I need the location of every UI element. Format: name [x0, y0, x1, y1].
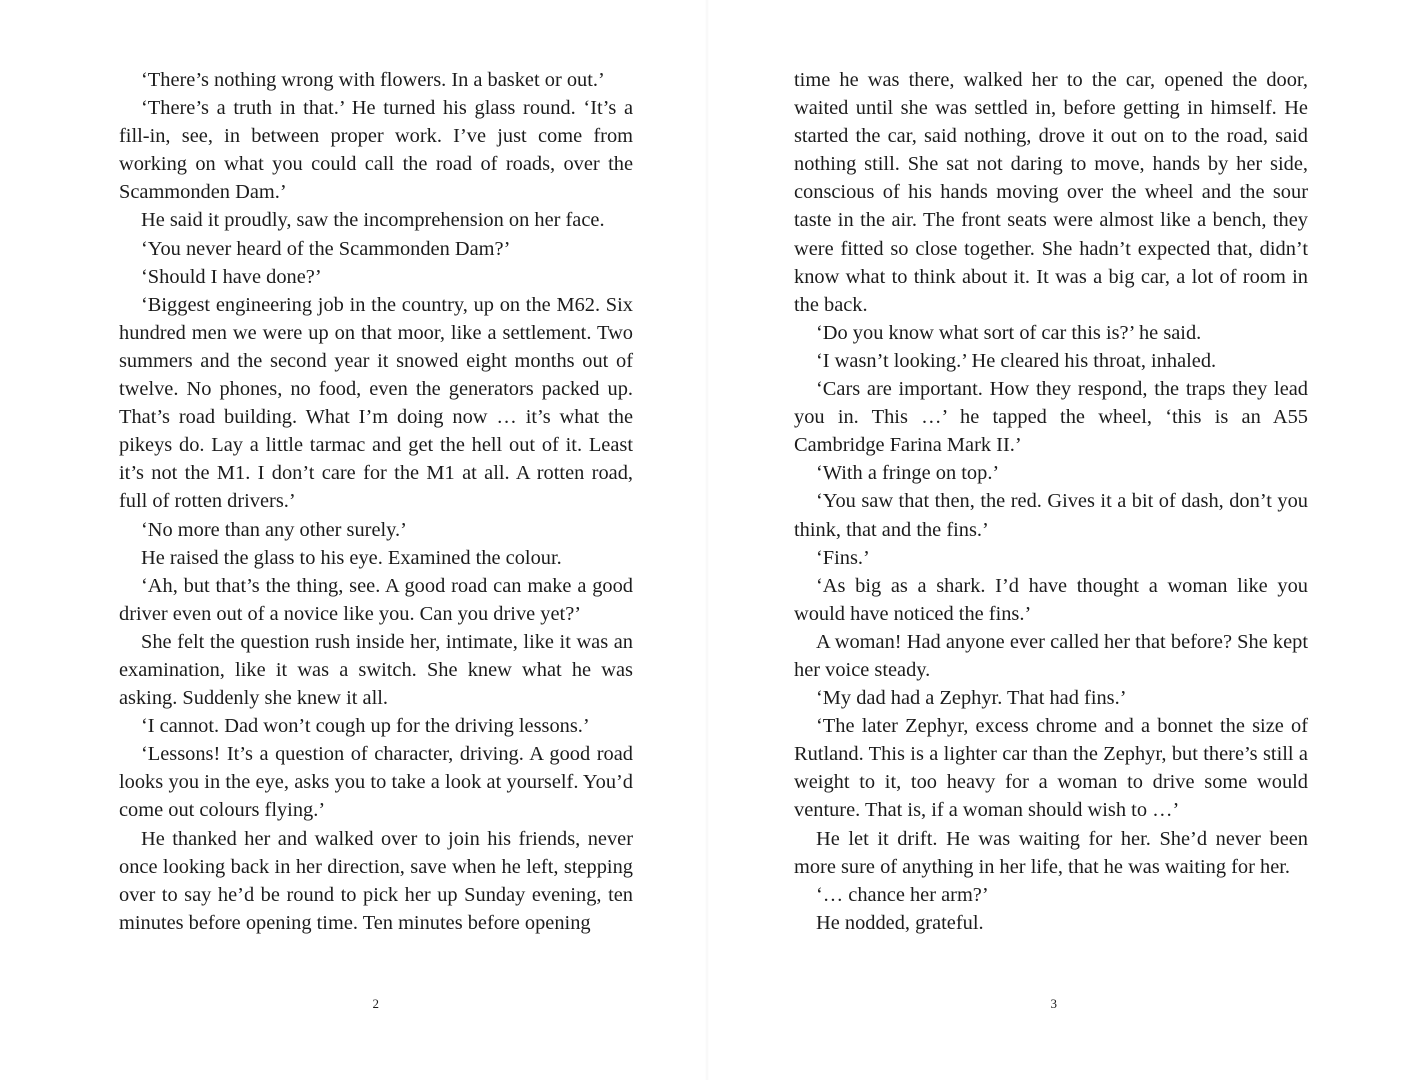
paragraph: ‘Biggest engineering job in the country, up on the M62. Six hundred men we were up on that moor, like a settlement. Two summers and the second year it snowed eight months out of twelve. No phones, no food, even the generators packed up. That’s road building. What I’m doing now … it’s what the pikeys do. Lay a little tarmac and get the hell out of it. Least it’s not the M1. I don’t care for the M1 at all. A rotten road, full of rotten drivers.’	[119, 293, 633, 513]
paragraph: ‘Do you know what sort of car this is?’ he said.	[816, 321, 1202, 344]
paragraph: ‘Cars are important. How they respond, the traps they lead you in. This …’ he tapped the wheel, ‘this is an A55 Cambridge Farina Mark II.’	[794, 378, 1308, 457]
right-page	[707, 0, 1414, 1080]
paragraph: ‘No more than any other surely.’	[141, 518, 407, 541]
paragraph: He let it drift. He was waiting for her. She’d never been more sure of anything in her life, that he was waiting for her.	[794, 827, 1308, 878]
paragraph: ‘The later Zephyr, excess chrome and a bonnet the size of Rutland. This is a lighter car than the Zephyr, but there’s still a weight to it, too heavy for a woman to drive some would venture. That is, if a woman should wish to …’	[794, 715, 1308, 822]
paragraph: He nodded, grateful.	[816, 911, 984, 934]
page-number: 3	[1050, 996, 1058, 1011]
paragraph: ‘I wasn’t looking.’ He cleared his throat, inhaled.	[816, 349, 1217, 372]
paragraph: ‘Fins.’	[816, 546, 870, 569]
paragraph: ‘You never heard of the Scammonden Dam?’	[141, 237, 511, 260]
paragraph: ‘Should I have done?’	[141, 265, 322, 288]
paragraph: ‘My dad had a Zephyr. That had fins.’	[816, 687, 1127, 710]
paragraph: ‘There’s nothing wrong with flowers. In a basket or out.’	[141, 69, 605, 91]
left-page-text	[119, 66, 633, 937]
paragraph: He said it proudly, saw the incomprehension on her face.	[141, 209, 605, 232]
paragraph: A woman! Had anyone ever called her that before? She kept her voice steady.	[794, 630, 1308, 681]
paragraph: ‘With a fringe on top.’	[816, 462, 1000, 485]
paragraph: ‘As big as a shark. I’d have thought a woman like you would have noticed the fins.’	[794, 574, 1308, 625]
paragraph: He thanked her and walked over to join his friends, never once looking back in her direction, save when he left, stepping over to say he’d be round to pick her up Sunday evening, ten minutes before opening time. Ten minutes before opening	[119, 827, 633, 934]
paragraph: time he was there, walked her to the car, opened the door, waited until she was settled in, before getting in himself. He started the car, said nothing, drove it out on to the road, said nothing still. She sat not daring to move, hands by her side, conscious of his hands moving over the wheel and the sour taste in the air. The front seats were almost like a bench, they were fitted so close together. She hadn’t expected that, didn’t know what to think about it. It was a big car, a lot of room in the back.	[794, 69, 1308, 316]
paragraph: ‘You saw that then, the red. Gives it a bit of dash, don’t you think, that and the fins.’	[794, 490, 1308, 541]
paragraph: ‘Ah, but that’s the thing, see. A good road can make a good driver even out of a novice like you. Can you drive yet?’	[119, 574, 633, 625]
paragraph: He raised the glass to his eye. Examined the colour.	[141, 546, 562, 569]
right-page-text	[794, 66, 1308, 937]
paragraph: She felt the question rush inside her, intimate, like it was an examination, like it was a switch. She knew what he was asking. Suddenly she knew it all.	[119, 630, 633, 710]
paragraph: ‘… chance her arm?’	[816, 883, 989, 906]
paragraph: ‘Lessons! It’s a question of character, driving. A good road looks you in the eye, asks you to take a look at yourself. You’d come out colours flying.’	[119, 743, 633, 822]
page-number: 2	[372, 996, 380, 1011]
paragraph: ‘I cannot. Dad won’t cough up for the driving lessons.’	[141, 715, 590, 738]
paragraph: ‘There’s a truth in that.’ He turned his glass round. ‘It’s a fill-in, see, in between proper work. I’ve just come from working on what you could call the road of roads, over the Scammonden Dam.’	[119, 97, 633, 204]
